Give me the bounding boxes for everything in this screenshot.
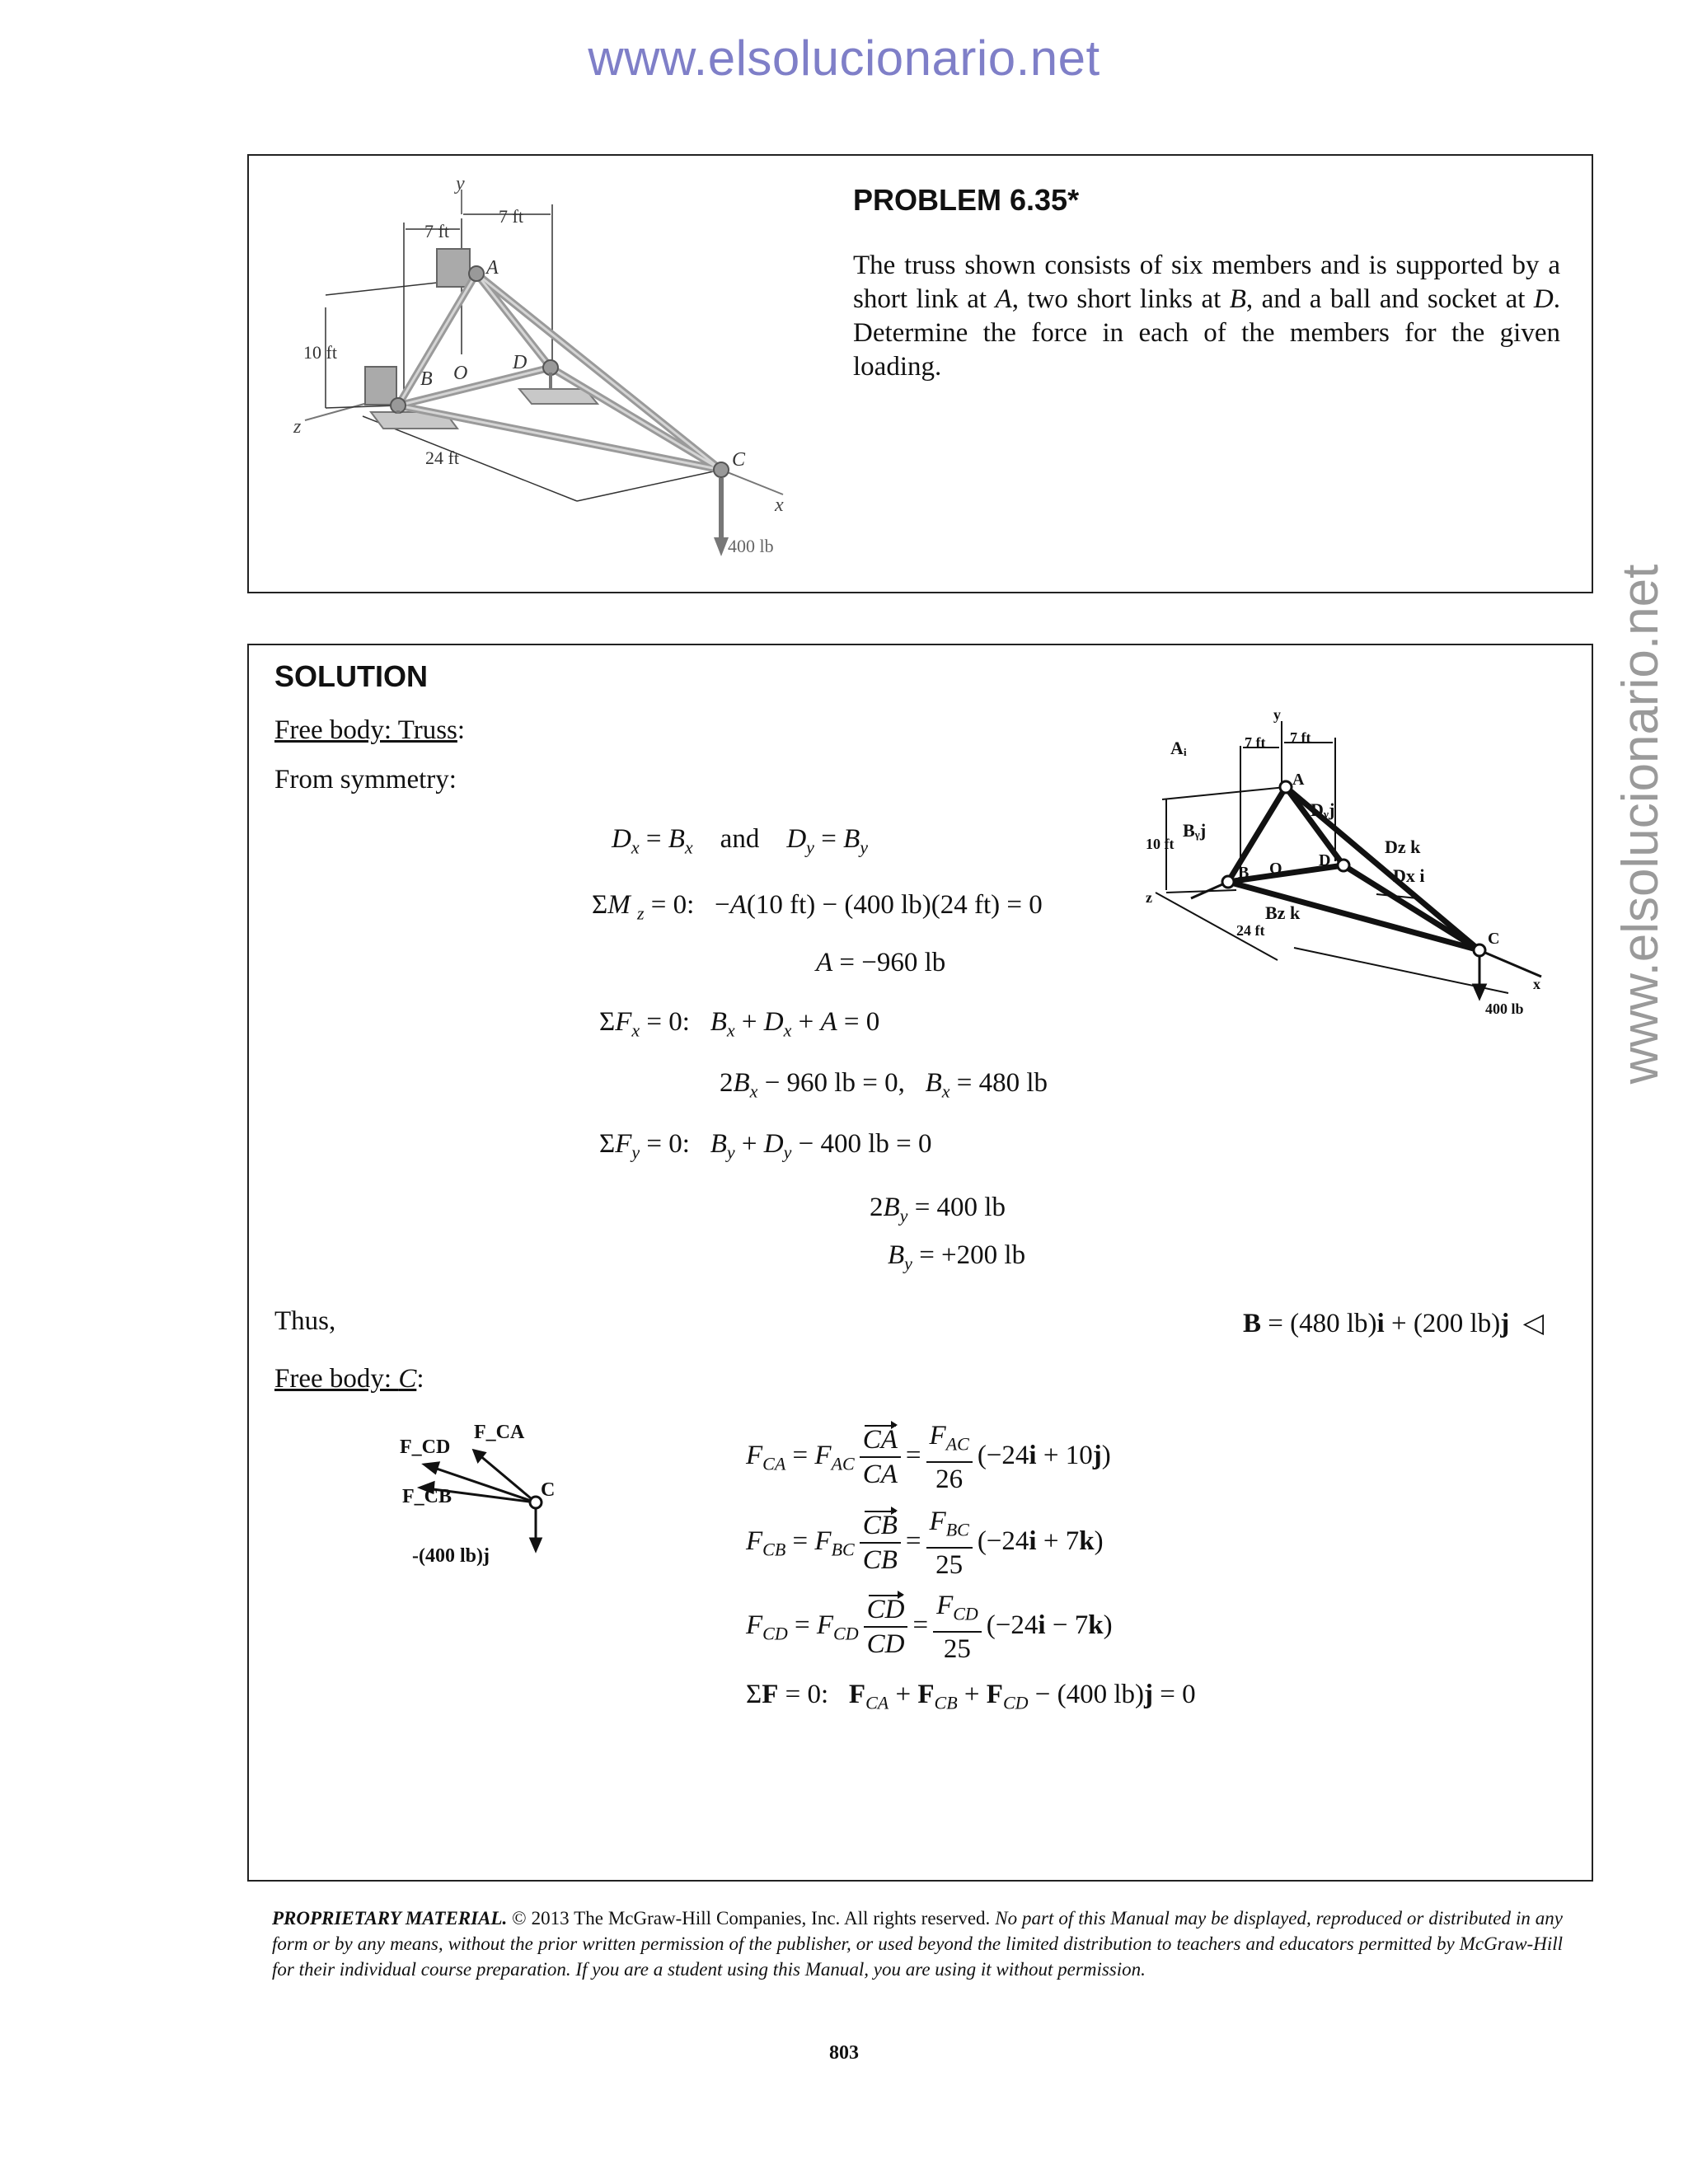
eq-sum-fx: $\Sigma F_x = 0$: $B_x + D_x + A = 0$ [599,1007,880,1041]
problem-title: PROBLEM 6.35* [853,183,1080,217]
result-B: B = (480 lb)i + (200 lb)j ◁ [1243,1309,1545,1338]
svg-text:Bz k: Bz k [1265,902,1301,923]
label-x: x [775,494,784,516]
solution-title: SOLUTION [274,659,428,693]
eq-A-value: A = −960 lb [816,948,946,977]
svg-text:7 ft: 7 ft [1245,734,1266,751]
svg-text:400 lb: 400 lb [1485,1001,1524,1017]
free-body-truss-heading: Free body: Truss: [274,715,466,745]
solution-sketch-figure [1146,705,1558,1034]
label-y: y [456,173,465,194]
svg-text:B: B [1238,864,1250,882]
eq-2by: $2B_y = 400$ lb [870,1193,1006,1226]
eq-fcd: $F_{CD} = F_{CD}$ $\frac{CD}{CD}$ = $\frac{F_{CD}}{25}$ (−24i − 7k) [746,1591,1113,1664]
problem-statement: The truss shown consists of six members and is supported by a short link at A, two short links at B, and a ball and socket at D. Determine the force in each of the members for the given loading. [853,251,1560,382]
svg-text:C: C [541,1479,556,1501]
svg-text:24 ft: 24 ft [1236,922,1265,939]
svg-text:10 ft: 10 ft [1146,836,1175,852]
svg-text:Aᵢ: Aᵢ [1170,738,1187,758]
eq-sum-fy: $\Sigma F_y = 0$: $B_y + D_y - 400$ lb = 0 [599,1129,932,1163]
svg-text:A: A [1292,771,1305,789]
svg-text:F_CD: F_CD [400,1436,451,1458]
label-7ft-left: 7 ft [424,221,449,241]
label-O: O [453,363,468,384]
eq-fca: $F_{CA} = F_{AC}$ $\frac{CA}{CA}$ = $\frac{F_{AC}}{26}$ (−24i + 10j) [746,1421,1111,1494]
thus-text: Thus, [274,1306,336,1336]
from-symmetry-text: From symmetry: [274,765,457,794]
svg-text:z: z [1146,889,1152,906]
label-C: C [732,449,746,471]
svg-text:F_CB: F_CB [402,1486,452,1507]
label-7ft-right: 7 ft [499,206,523,227]
svg-text:Dx i: Dx i [1393,865,1425,886]
svg-text:y: y [1273,706,1281,723]
problem-truss-figure [247,157,824,577]
svg-text:x: x [1533,976,1540,992]
label-24ft: 24 ft [425,448,459,468]
svg-text:Dᵧj: Dᵧj [1311,799,1335,820]
label-load: 400 lb [728,536,774,556]
footer-copyright: PROPRIETARY MATERIAL. © 2013 The McGraw-Hill Companies, Inc. All rights reserved. No part of this Manual may be displayed, reproduced or distributed in any form or by any means, without the prior written permission of the publisher, or used beyond the limited distribution to teachers and educators permitted by McGraw-Hill for their individual course preparation. If you are a student using this Manual, you are using it without permission. [272,1908,1563,1980]
label-A: A [486,257,499,279]
eq-sum-f: ΣF = 0: $F_{CA} + F_{CB} + F_{CD} - (400$ lb)j = 0 [746,1680,1196,1713]
eq-moment-z: ΣM $_z$ = 0: −A(10 ft) − (400 lb)(24 ft) = 0 [592,890,1043,924]
label-10ft: 10 ft [303,342,337,363]
page-number: 803 [829,2042,859,2064]
svg-text:Dz k: Dz k [1385,837,1421,857]
svg-text:-(400 lb)j: -(400 lb)j [412,1545,490,1567]
label-D: D [513,352,528,373]
svg-text:F_CA: F_CA [474,1422,525,1443]
svg-text:O: O [1269,860,1282,878]
watermark-top: www.elsolucionario.net [588,30,1100,86]
free-body-c-heading: Free body: C: [274,1364,424,1394]
eq-fcb: $F_{CB} = F_{BC}$ $\frac{CB}{CB}$ = $\frac{F_{BC}}{25}$ (−24i + 7k) [746,1507,1104,1580]
eq-symmetry: $D_x = B_x$ and $D_y = B_y$ [612,824,868,858]
label-B: B [420,368,433,390]
fbd-c-figure [396,1405,577,1586]
eq-bx-solve: $2B_x - 960$ lb = 0, $B_x = 480$ lb [720,1068,1048,1102]
svg-text:Bᵧj: Bᵧj [1183,820,1207,841]
label-z: z [293,416,302,438]
svg-text:7 ft: 7 ft [1290,729,1311,746]
svg-text:D: D [1319,851,1331,869]
svg-text:C: C [1488,930,1500,948]
eq-by: $B_y = +200$ lb [888,1240,1026,1274]
